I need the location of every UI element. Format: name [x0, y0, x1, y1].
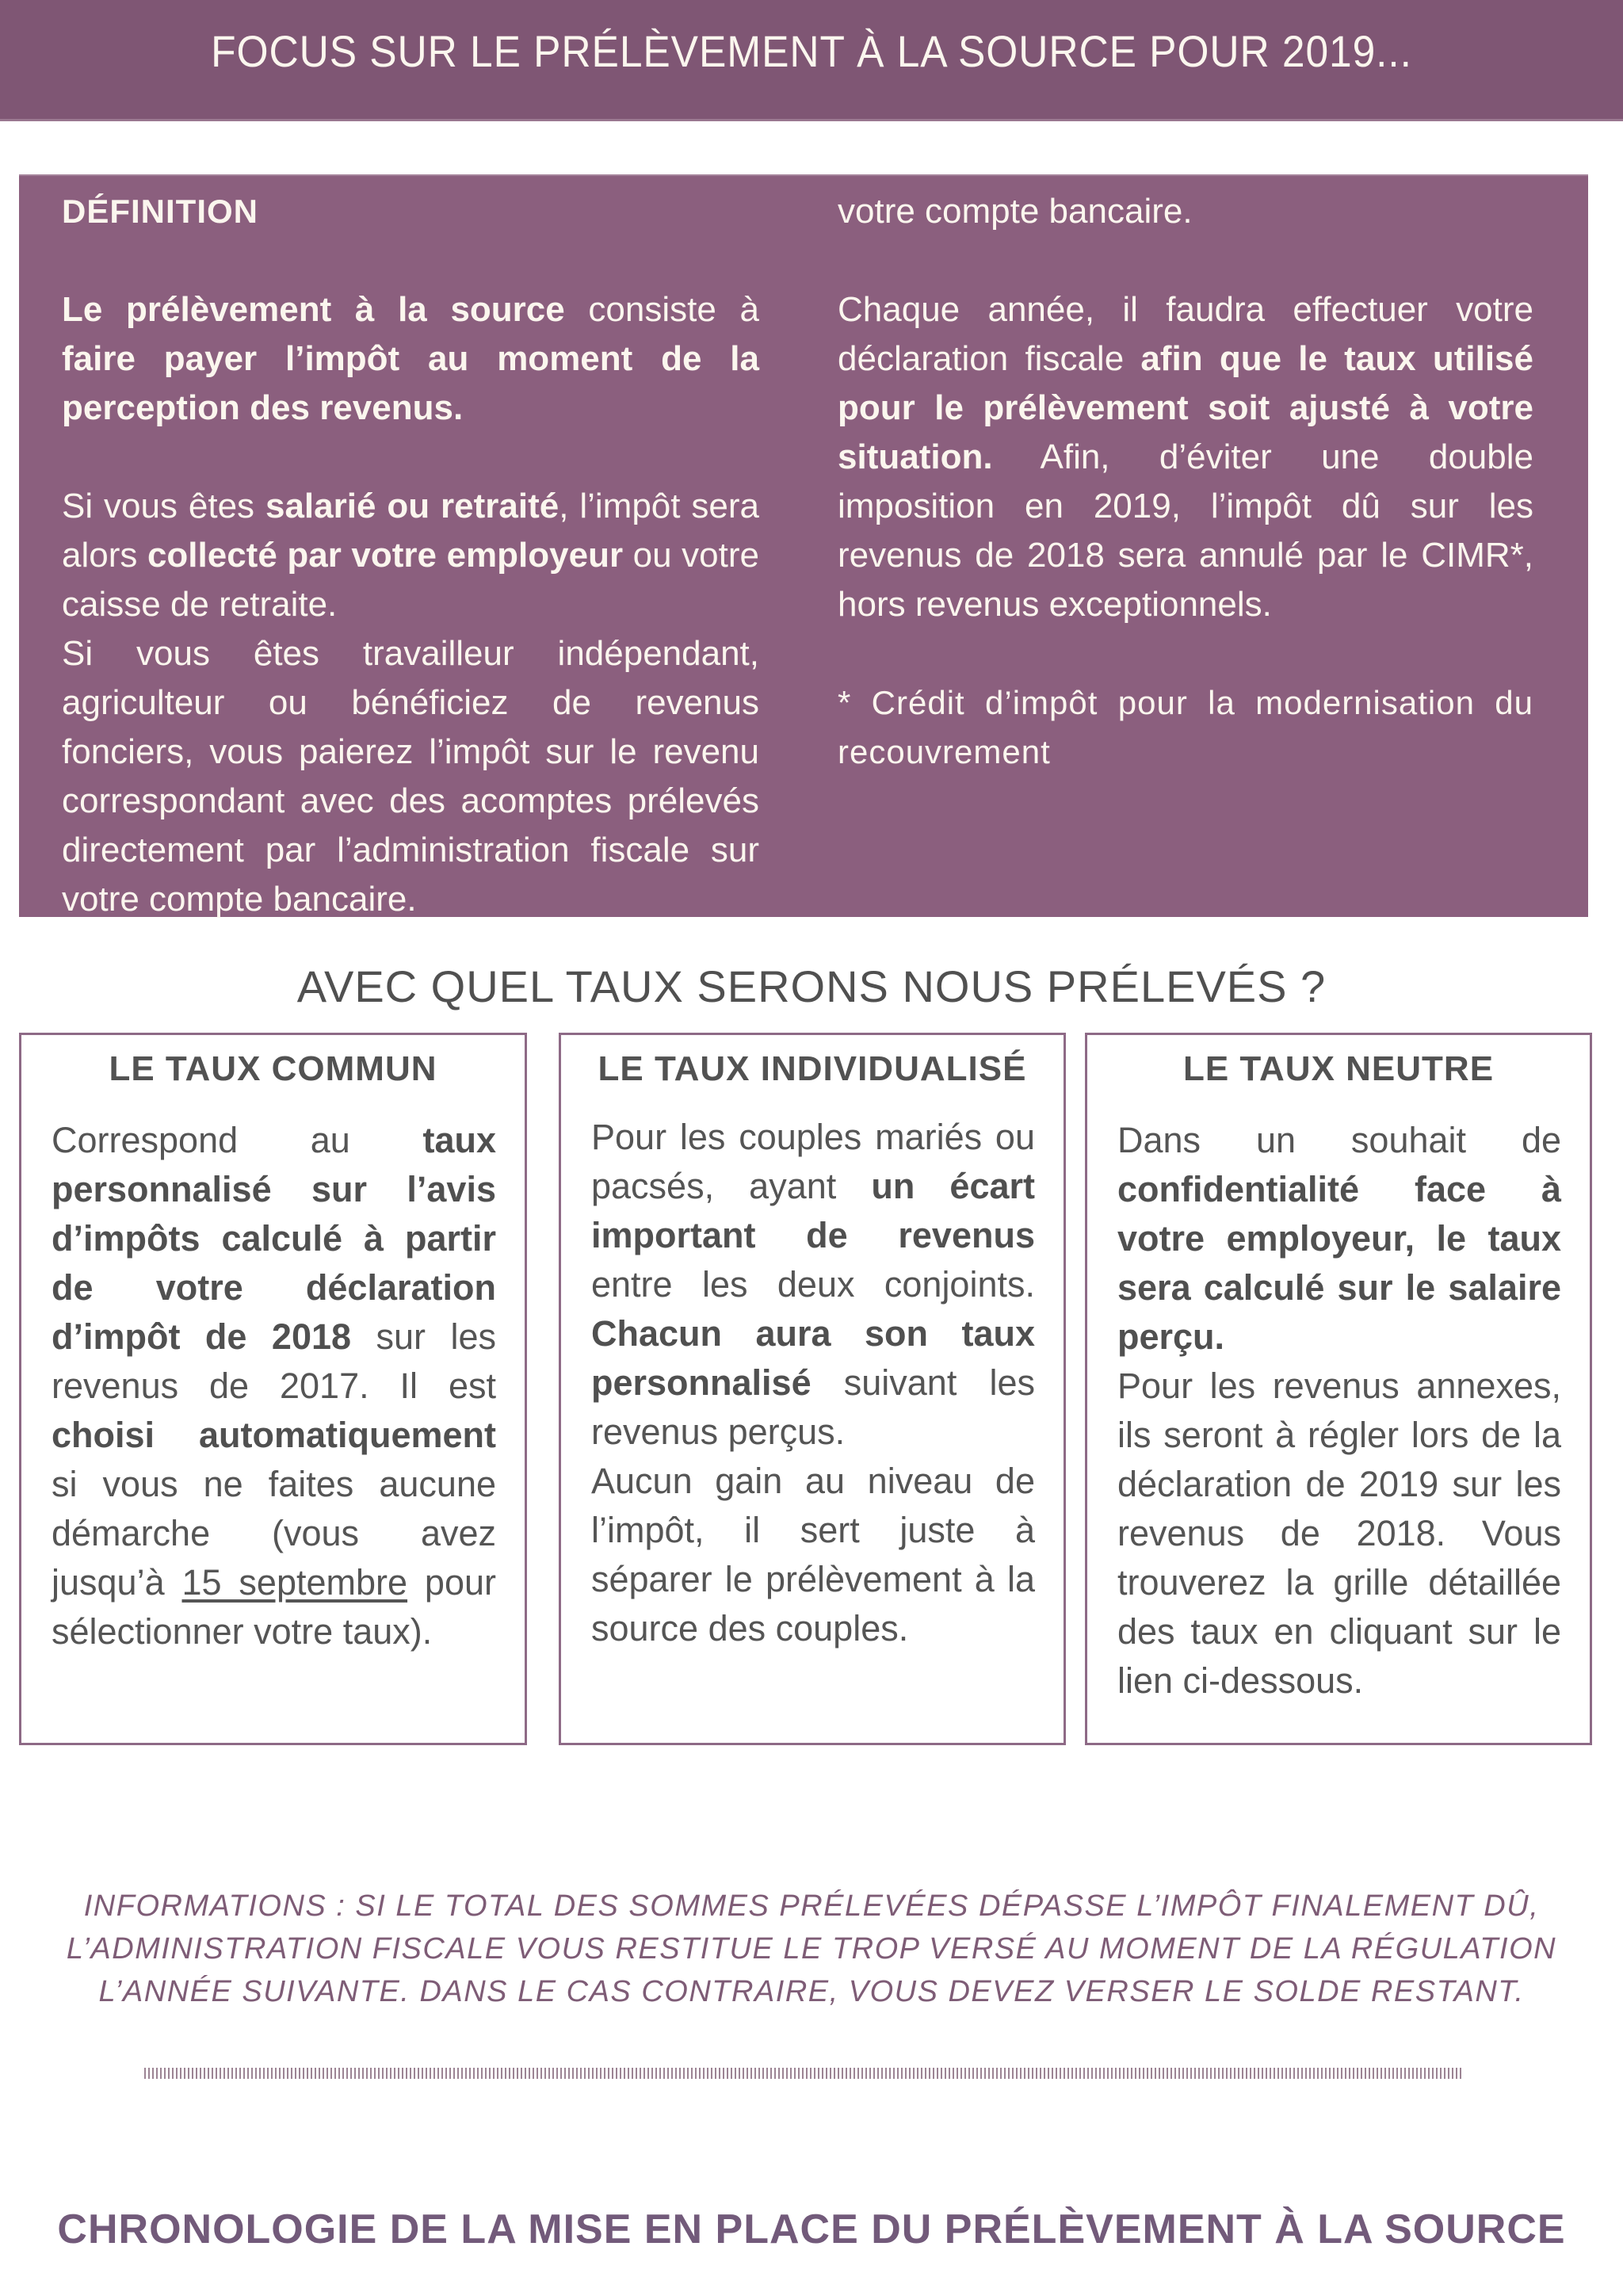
- definition-bold-text: Le prélèvement à la source: [62, 290, 565, 329]
- definition-text: Chaque année, il faudra effectuer votre déclaration fiscale: [838, 290, 1533, 378]
- rate-bold-text: un écart important de revenus: [591, 1166, 1036, 1255]
- rate-paragraph: Aucun gain au niveau de l’impôt, il sert juste à séparer le prélèvement à la source des couples.: [591, 1461, 1035, 1648]
- rate-bold-text: choisi automatiquement: [52, 1415, 496, 1455]
- definition-left-column: [62, 187, 759, 973]
- rate-box-body: [591, 1113, 1035, 1653]
- rate-text: Pour les couples mariés ou pacsés, ayant: [591, 1117, 1035, 1206]
- rate-box-title: LE TAUX INDIVIDUALISÉ: [598, 1049, 1027, 1088]
- definition-text: ou votre caisse de retraite.: [62, 536, 759, 624]
- rate-bold-text: confidentialité face à votre employeur, le taux sera calculé sur le salaire perçu.: [1117, 1169, 1561, 1357]
- info-line: L’ANNÉE SUIVANTE. DANS LE CAS CONTRAIRE, VOUS DEVEZ VERSER LE SOLDE RESTANT.: [98, 1975, 1525, 2008]
- rate-text: entre les deux conjoints.: [591, 1264, 1035, 1305]
- deadline-date: 15 septembre: [181, 1562, 408, 1603]
- rate-box-body: [1117, 1116, 1561, 1706]
- definition-paragraph-3: Si vous êtes travailleur indépendant, agriculteur ou bénéficiez de revenus fonciers, vous paierez l’impôt sur le revenu correspondant avec des acomptes prélevés directement par l’administration fiscale sur votre compte bancaire.: [62, 634, 759, 919]
- chronology-heading: CHRONOLOGIE DE LA MISE EN PLACE DU PRÉLÈVEMENT À LA SOURCE: [57, 2206, 1566, 2252]
- definition-text: , l’impôt sera alors: [62, 487, 759, 575]
- rate-box-title: LE TAUX COMMUN: [109, 1049, 437, 1088]
- info-line: INFORMATIONS : SI LE TOTAL DES SOMMES PRÉLEVÉES DÉPASSE L’IMPÔT FINALEMENT DÛ,: [83, 1889, 1540, 1923]
- definition-paragraph-1: [62, 285, 759, 433]
- rate-box-body: [52, 1116, 496, 1656]
- definition-heading: DÉFINITION: [62, 193, 258, 230]
- definition-panel: [19, 174, 1588, 917]
- rate-paragraph: Pour les revenus annexes, ils seront à régler lors de la déclaration de 2019 sur les revenus de 2018. Vous trouverez la grille détaillée des taux en cliquant sur le lien ci-dessous.: [1117, 1366, 1561, 1701]
- rate-text: sur les revenus de 2017. Il est: [52, 1316, 497, 1406]
- information-note: [63, 1885, 1560, 2013]
- rate-bold-text: Chacun aura son taux personnalisé: [591, 1313, 1035, 1403]
- rates-section-title: AVEC QUEL TAUX SERONS NOUS PRÉLEVÉS ?: [296, 961, 1327, 1011]
- definition-text: Si vous êtes: [62, 487, 265, 525]
- rate-bold-text: taux personnalisé sur l’avis d’impôts calculé à partir de votre déclaration d’impôt de 2018: [52, 1120, 496, 1357]
- definition-bold-text: collecté par votre employeur: [147, 536, 624, 575]
- definition-text: consiste à: [564, 290, 759, 329]
- rate-box-neutral: [1085, 1033, 1592, 1745]
- rate-text: pour sélectionner votre taux).: [52, 1562, 496, 1652]
- page-header: [0, 0, 1623, 121]
- info-line: L’ADMINISTRATION FISCALE VOUS RESTITUE LE TROP VERSÉ AU MOMENT DE LA RÉGULATION: [66, 1932, 1557, 1966]
- definition-paragraph-2: [62, 482, 759, 629]
- rate-text: Correspond au: [52, 1120, 423, 1160]
- rate-text: si vous ne faites aucune démarche (vous avez jusqu’à: [52, 1464, 496, 1603]
- dotted-divider: [144, 2068, 1464, 2079]
- rate-text: Dans un souhait de: [1117, 1120, 1561, 1160]
- rate-box-title: LE TAUX NEUTRE: [1182, 1049, 1495, 1088]
- definition-bold-text: afin que le taux utilisé pour le prélèvement soit ajusté à votre situation.: [838, 339, 1533, 476]
- definition-bold-text: faire payer l’impôt au moment de la perception des revenus.: [62, 339, 759, 427]
- definition-right-column: [838, 187, 1533, 777]
- page-title: FOCUS SUR LE PRÉLÈVEMENT À LA SOURCE POUR 2019...: [211, 26, 1412, 76]
- definition-paragraph-3-continued: votre compte bancaire.: [838, 192, 1193, 231]
- definition-bold-text: salarié ou retraité: [265, 487, 559, 525]
- definition-footnote: * Crédit d’impôt pour la modernisation du recouvrement: [838, 684, 1533, 770]
- definition-text: Afin, d’éviter une double imposition en 2019, l’impôt dû sur les revenus de 2018 sera annulé par le CIMR*, hors revenus exceptionnels.: [838, 437, 1533, 624]
- definition-paragraph-4: [838, 285, 1533, 629]
- rate-box-common: [19, 1033, 527, 1745]
- rate-text: suivant les revenus perçus.: [591, 1362, 1035, 1452]
- rate-box-individualized: [559, 1033, 1066, 1745]
